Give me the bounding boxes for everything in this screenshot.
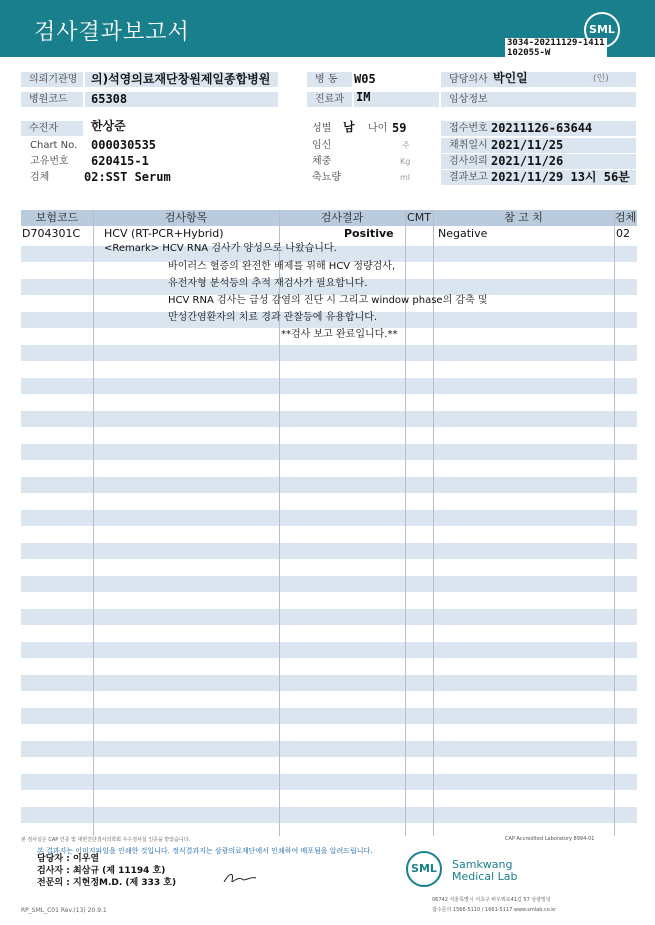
patient-label: 수진자: [21, 121, 83, 136]
remark-line: HCV RNA 검사는 급성 감염의 진단 시 그리고 window phase의 감축 및: [168, 295, 488, 306]
sex-label: 성별: [312, 123, 332, 134]
hospcode-label: 병원코드: [21, 92, 83, 107]
table-header: [21, 210, 637, 226]
cert-note: 본 검사실은 CAP 인증 및 대한진단검사의학회 우수검사실 인증을 받았습니다.: [21, 837, 191, 843]
collect-label: 채취일시: [441, 138, 636, 153]
table-row: [21, 378, 637, 394]
dept-label: 진료과: [307, 92, 352, 107]
client-label: 의뢰기관명: [21, 72, 83, 87]
page-title: 검사결과보고서: [34, 20, 190, 45]
remark-line: <Remark> HCV RNA 검사가 양성으로 나왔습니다.: [104, 243, 337, 254]
receipt-label: 접수번호: [441, 121, 636, 136]
report-end: **검사 보고 완료입니다.**: [281, 329, 398, 340]
report-value: 2021/11/29 13시 56분: [491, 170, 630, 184]
specimen-value: 02:SST Serum: [84, 170, 171, 184]
weight-label: 체중: [312, 156, 332, 167]
table-row: [21, 444, 637, 460]
row-code: D704301C: [22, 227, 81, 240]
receipt-value: 20211126-63644: [491, 121, 593, 135]
signature-icon: [222, 870, 258, 886]
pregnancy-unit: 주: [402, 141, 410, 150]
specialist: 전문의 : 지현정M.D. (제 333 호): [37, 878, 177, 888]
row-ref: Negative: [438, 227, 488, 240]
doctor-label: 담당의사: [441, 72, 636, 87]
th-ref: 참 고 치: [504, 211, 543, 224]
th-code: 보험코드: [35, 211, 79, 224]
phone: 접수문의 1566-5110 / 1661-5117 www.smlab.co.kr: [432, 907, 557, 913]
table-row: [21, 543, 637, 559]
th-item: 검사항목: [164, 211, 208, 224]
th-cmt: CMT: [407, 211, 431, 224]
row-specimen: 02: [616, 227, 630, 240]
table-row: [21, 477, 637, 493]
cap-note: CAP Accredited Laboratory 8994-01: [505, 836, 595, 842]
patient-value: 한상준: [91, 119, 126, 133]
urine-label: 축뇨량: [312, 172, 341, 183]
collect-value: 2021/11/25: [491, 138, 564, 152]
remark-line: 유전자형 분석등의 추적 재검사가 필요합니다.: [168, 278, 368, 289]
table-row: [21, 807, 637, 823]
table-row: [21, 675, 637, 691]
document-number: 3034-20211129-1411 102055-W: [507, 38, 605, 58]
table-row: [21, 708, 637, 724]
dept-value: IM: [356, 90, 371, 104]
age-value: 59: [392, 121, 407, 135]
remark-line: 바이러스 혈증의 완전한 배제를 위해 HCV 정량검사,: [168, 261, 396, 272]
clinical-label: 임상정보: [441, 92, 636, 107]
id-label: 고유번호: [30, 156, 69, 167]
sml-logo-icon: SML: [584, 12, 620, 48]
address: 06742 서울특별시 서초구 바우뫼로41길 57 삼광빌딩: [432, 897, 551, 903]
table-row: [21, 510, 637, 526]
table-row: [21, 609, 637, 625]
samkwang-logo-icon: SML: [406, 851, 442, 887]
pregnancy-label: 임신: [312, 140, 332, 151]
table-row: [21, 642, 637, 658]
table-row: [21, 741, 637, 757]
ward-value: W05: [354, 72, 376, 86]
table-row: [21, 576, 637, 592]
table-row: [21, 774, 637, 790]
row-item: HCV (RT-PCR+Hybrid): [104, 227, 224, 240]
table-row: [21, 411, 637, 427]
chart-label: Chart No.: [30, 140, 78, 151]
request-label: 검사의뢰: [441, 154, 636, 169]
report-label: 결과보고: [441, 170, 636, 185]
brand-name: Samkwang Medical Lab: [452, 858, 518, 883]
specimen-label: 검체: [30, 172, 50, 183]
remark-line: 만성간염환자의 치료 경과 관찰등에 유용합니다.: [168, 312, 378, 323]
urine-unit: ml: [400, 173, 411, 182]
age-label: 나이: [368, 123, 388, 134]
print-notice: 본 결과지는 이미지파일을 인쇄한 것입니다. 정식결과지는 삼광의료재단에서 인쇄하여 배포됨을 알려드립니다.: [37, 847, 373, 855]
doctor-seal: (인): [593, 74, 609, 84]
chart-value: 000030535: [91, 138, 157, 152]
table-row: [21, 345, 637, 361]
doctor-value: 박인일: [493, 71, 528, 85]
form-code: RP_SML_C01 Rev.(13) 20.9.1: [21, 907, 107, 914]
reporter: 담당자 : 이우열: [37, 854, 100, 864]
examiner: 검사자 : 최삼규 (제 11194 호): [37, 866, 166, 876]
th-specimen: 검체: [614, 211, 637, 224]
id-value: 620415-1: [91, 154, 149, 168]
client-value: 의)석영의료재단창원제일종합병원: [91, 72, 271, 86]
sex-value: 남: [343, 120, 355, 134]
th-result: 검사결과: [320, 211, 364, 224]
ward-label: 병 동: [307, 72, 352, 87]
request-value: 2021/11/26: [491, 154, 564, 168]
row-result: Positive: [344, 227, 394, 240]
weight-unit: Kg: [400, 157, 411, 166]
hospcode-value: 65308: [91, 92, 128, 106]
results-table: [21, 210, 637, 836]
